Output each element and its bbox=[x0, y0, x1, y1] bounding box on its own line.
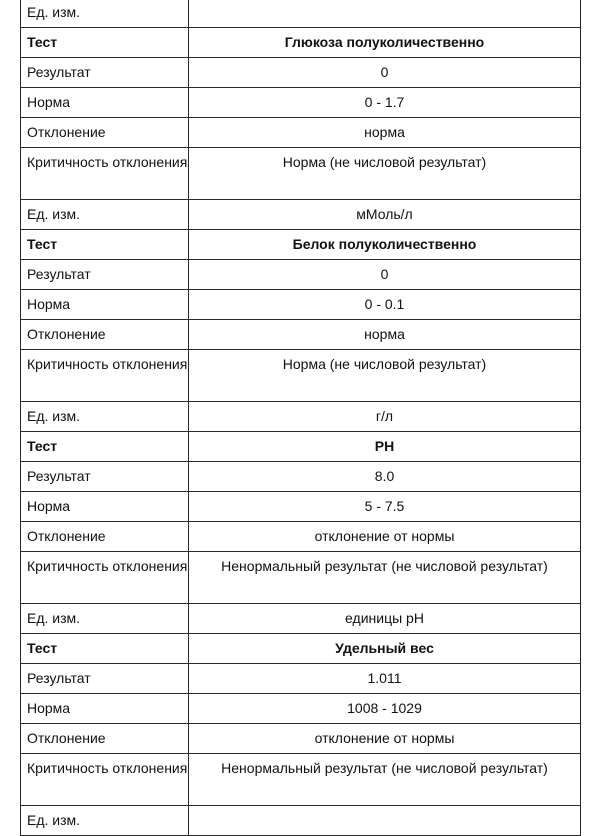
criticality-row bbox=[21, 148, 581, 200]
test-row bbox=[21, 230, 581, 260]
norm-value: 0 - 0.1 bbox=[189, 290, 581, 320]
result-row bbox=[21, 664, 581, 694]
result-row bbox=[21, 58, 581, 88]
norm-value: 1008 - 1029 bbox=[189, 694, 581, 724]
unit-row bbox=[21, 0, 581, 28]
test-name: Удельный вес bbox=[189, 634, 581, 664]
criticality-value: Норма (не числовой результат) bbox=[189, 350, 581, 402]
criticality-label: Критичность отклонения bbox=[21, 754, 189, 806]
norm-row bbox=[21, 492, 581, 522]
deviation-label: Отклонение bbox=[21, 522, 189, 552]
unit-value bbox=[189, 806, 581, 836]
deviation-row bbox=[21, 724, 581, 754]
unit-row bbox=[21, 806, 581, 836]
deviation-row bbox=[21, 118, 581, 148]
result-value: 1.011 bbox=[189, 664, 581, 694]
result-row bbox=[21, 462, 581, 492]
unit-value: г/л bbox=[189, 402, 581, 432]
norm-value: 5 - 7.5 bbox=[189, 492, 581, 522]
norm-label: Норма bbox=[21, 492, 189, 522]
result-label: Результат bbox=[21, 664, 189, 694]
criticality-row bbox=[21, 552, 581, 604]
deviation-value: норма bbox=[189, 320, 581, 350]
norm-label: Норма bbox=[21, 88, 189, 118]
deviation-label: Отклонение bbox=[21, 724, 189, 754]
norm-row bbox=[21, 88, 581, 118]
deviation-row bbox=[21, 522, 581, 552]
test-label: Тест bbox=[21, 230, 189, 260]
test-name: PH bbox=[189, 432, 581, 462]
criticality-value: Ненормальный результат (не числовой результат) bbox=[189, 754, 581, 806]
unit-row bbox=[21, 200, 581, 230]
unit-value bbox=[189, 0, 581, 28]
result-value: 0 bbox=[189, 260, 581, 290]
result-label: Результат bbox=[21, 58, 189, 88]
deviation-label: Отклонение bbox=[21, 320, 189, 350]
result-value: 8.0 bbox=[189, 462, 581, 492]
norm-label: Норма bbox=[21, 290, 189, 320]
norm-row bbox=[21, 290, 581, 320]
test-row bbox=[21, 432, 581, 462]
criticality-row bbox=[21, 754, 581, 806]
norm-value: 0 - 1.7 bbox=[189, 88, 581, 118]
norm-row bbox=[21, 694, 581, 724]
test-name: Белок полуколичественно bbox=[189, 230, 581, 260]
criticality-label: Критичность отклонения bbox=[21, 350, 189, 402]
unit-row bbox=[21, 604, 581, 634]
result-label: Результат bbox=[21, 462, 189, 492]
test-label: Тест bbox=[21, 634, 189, 664]
deviation-row bbox=[21, 320, 581, 350]
test-row bbox=[21, 28, 581, 58]
unit-label: Ед. изм. bbox=[21, 806, 189, 836]
test-row bbox=[21, 634, 581, 664]
test-label: Тест bbox=[21, 28, 189, 58]
deviation-value: отклонение от нормы bbox=[189, 724, 581, 754]
criticality-value: Норма (не числовой результат) bbox=[189, 148, 581, 200]
test-label: Тест bbox=[21, 432, 189, 462]
deviation-label: Отклонение bbox=[21, 118, 189, 148]
criticality-label: Критичность отклонения bbox=[21, 552, 189, 604]
unit-label: Ед. изм. bbox=[21, 0, 189, 28]
unit-label: Ед. изм. bbox=[21, 402, 189, 432]
deviation-value: норма bbox=[189, 118, 581, 148]
criticality-value: Ненормальный результат (не числовой результат) bbox=[189, 552, 581, 604]
criticality-label: Критичность отклонения bbox=[21, 148, 189, 200]
unit-value: мМоль/л bbox=[189, 200, 581, 230]
unit-label: Ед. изм. bbox=[21, 604, 189, 634]
unit-value: единицы pH bbox=[189, 604, 581, 634]
result-value: 0 bbox=[189, 58, 581, 88]
unit-label: Ед. изм. bbox=[21, 200, 189, 230]
lab-results-table bbox=[20, 0, 581, 836]
criticality-row bbox=[21, 350, 581, 402]
result-label: Результат bbox=[21, 260, 189, 290]
unit-row bbox=[21, 402, 581, 432]
norm-label: Норма bbox=[21, 694, 189, 724]
deviation-value: отклонение от нормы bbox=[189, 522, 581, 552]
test-name: Глюкоза полуколичественно bbox=[189, 28, 581, 58]
result-row bbox=[21, 260, 581, 290]
